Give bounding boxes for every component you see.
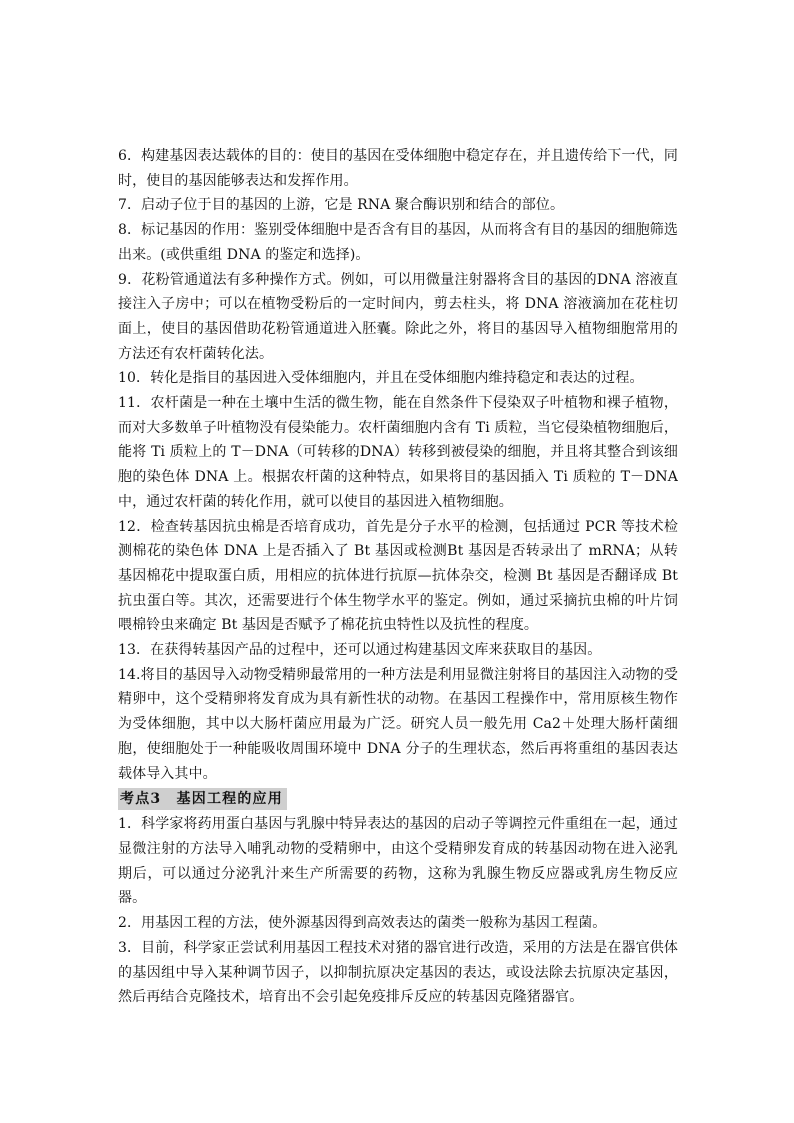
paragraph-item-7: 7．启动子位于目的基因的上游，它是 RNA 聚合酶识别和结合的部位。 xyxy=(118,197,565,214)
application-item-3: 3．目前，科学家正尝试利用基因工程技术对猪的器官进行改造，采用的方法是在器官供体的基因组中导入某种调节因子，以抑制抗原决定基因的表达，或设法除去抗原决定基因，然后再结合克隆技术，培育出不会引起免疫排斥反应的转基因克隆猪器官。 xyxy=(118,939,678,1006)
document-page xyxy=(118,144,678,1010)
paragraph-item-13: 13．在获得转基因产品的过程中，还可以通过构建基因文库来获取目的基因。 xyxy=(118,642,602,659)
paragraph-item-10: 10．转化是指目的基因进入受体细胞内，并且在受体细胞内维持稳定和表达的过程。 xyxy=(118,370,644,387)
paragraph-item-12: 12．检查转基因抗虫棉是否培育成功，首先是分子水平的检测，包括通过 PCR 等技术检测棉花的染色体 DNA 上是否插入了 Bt 基因或检测Bt 基因是否转录出了 mRNA；从转基因棉花中提取蛋白质，用相应的抗体进行抗原—抗体杂交，检测 Bt 基因是否翻译成 Bt 抗虫蛋白等。其次，还需要进行个体生物学水平的鉴定。例如，通过采摘抗虫棉的叶片饲喂棉铃虫来确定 Bt 基因是否赋予了棉花抗虫特性以及抗性的程度。 xyxy=(118,518,678,634)
section-heading-label: 考点3 基因工程的应用 xyxy=(118,788,287,810)
section-heading xyxy=(118,788,678,810)
paragraph-item-11: 11．农杆菌是一种在土壤中生活的微生物，能在自然条件下侵染双子叶植物和裸子植物，而对大多数单子叶植物没有侵染能力。农杆菌细胞内含有 Ti 质粒，当它侵染植物细胞后，能将 Ti 质粒上的 T－DNA（可转移的DNA）转移到被侵染的细胞，并且将其整合到该细胞的染色体 DNA 上。根据农杆菌的这种特点，如果将目的基因插入 Ti 质粒的 T－DNA 中，通过农杆菌的转化作用，就可以使目的基因进入植物细胞。 xyxy=(118,395,678,510)
paragraph-item-8: 8．标记基因的作用：鉴别受体细胞中是否含有目的基因，从而将含有目的基因的细胞筛选出来。(或供重组 DNA 的鉴定和选择)。 xyxy=(118,222,678,263)
paragraph-item-9: 9．花粉管通道法有多种操作方式。例如，可以用微量注射器将含目的基因的DNA 溶液直接注入子房中；可以在植物受粉后的一定时间内，剪去柱头，将 DNA 溶液滴加在花柱切面上，使目的基因借助花粉管通道进入胚囊。除此之外，将目的基因导入植物细胞常用的方法还有农杆菌转化法。 xyxy=(118,271,678,362)
application-item-1: 1．科学家将药用蛋白基因与乳腺中特异表达的基因的启动子等调控元件重组在一起，通过显微注射的方法导入哺乳动物的受精卵中，由这个受精卵发育成的转基因动物在进入泌乳期后，可以通过分泌乳汁来生产所需要的药物，这称为乳腺生物反应器或乳房生物反应器。 xyxy=(118,816,678,907)
paragraph-item-14: 14.将目的基因导入动物受精卵最常用的一种方法是利用显微注射将目的基因注入动物的受精卵中，这个受精卵将发育成为具有新性状的动物。在基因工程操作中，常用原核生物作为受体细胞，其中以大肠杆菌应用最为广泛。研究人员一般先用 Ca2＋处理大肠杆菌细胞，使细胞处于一种能吸收周围环境中 DNA 分子的生理状态，然后再将重组的基因表达载体导入其中。 xyxy=(118,666,678,782)
paragraph-item-6: 6．构建基因表达载体的目的：使目的基因在受体细胞中稳定存在，并且遗传给下一代，同时，使目的基因能够表达和发挥作用。 xyxy=(118,148,678,189)
application-item-2: 2．用基因工程的方法，使外源基因得到高效表达的菌类一般称为基因工程菌。 xyxy=(118,915,607,932)
